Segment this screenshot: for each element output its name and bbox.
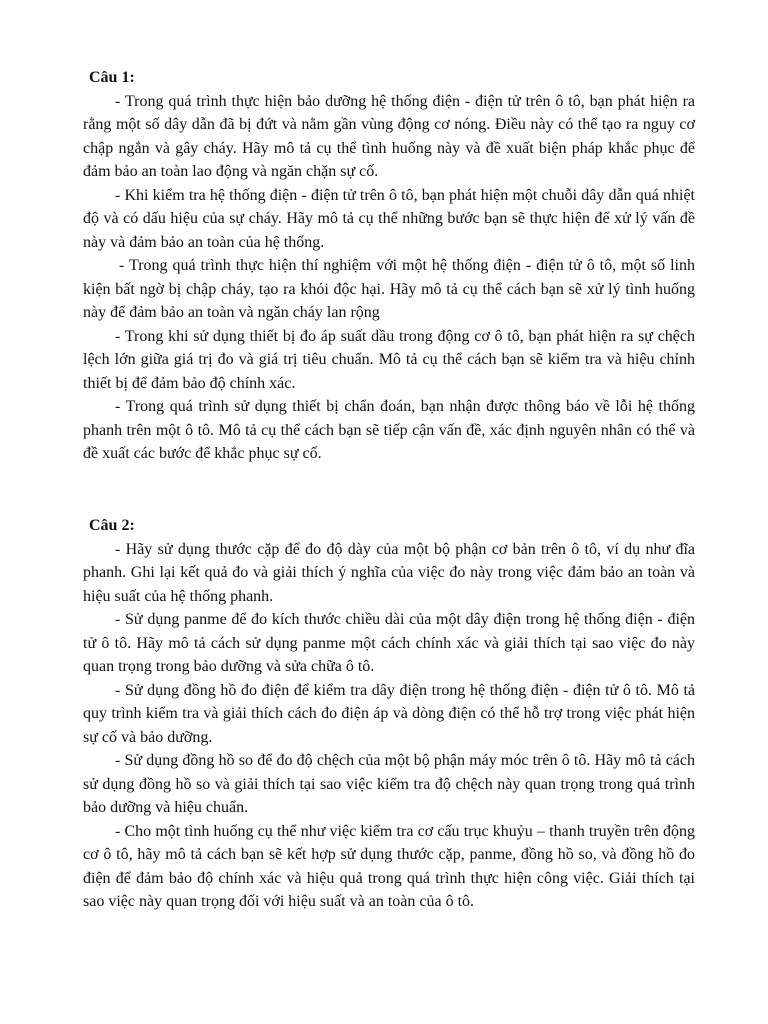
question-2-heading: Câu 2:: [89, 517, 135, 534]
question-1-item-3: - Trong quá trình thực hiện thí nghiệm với một hệ thống điện - điện tử ô tô, một số linh kiện bất ngờ bị chập cháy, tạo ra khói độc hại. Hãy mô tả cụ thể cách bạn sẽ xử lý tình huống này để đảm bảo an toàn và ngăn cháy lan rộng: [83, 257, 695, 321]
question-1-item-5: - Trong quá trình sử dụng thiết bị chẩn đoán, bạn nhận được thông báo về lỗi hệ thống phanh trên một ô tô. Mô tả cụ thể cách bạn sẽ tiếp cận vấn đề, xác định nguyên nhân có thể và đề xuất các bước để khắc phục sự cố.: [83, 398, 695, 462]
question-1-item-2: - Khi kiểm tra hệ thống điện - điện tử trên ô tô, bạn phát hiện một chuỗi dây dẫn quá nhiệt độ và có dấu hiệu của sự cháy. Hãy mô tả cụ thể những bước bạn sẽ thực hiện để xử lý vấn đề này và đảm bảo an toàn của hệ thống.: [83, 186, 695, 251]
question-1-heading: Câu 1:: [89, 69, 135, 86]
question-2-item-2: - Sử dụng panme để đo kích thước chiều dài của một dây điện trong hệ thống điện - điện tử ô tô. Hãy mô tả cách sử dụng panme một cách chính xác và giải thích tại sao việc đo này quan trọng trong bảo dưỡng và sửa chữa ô tô.: [83, 611, 695, 675]
question-1-section: [83, 66, 695, 466]
question-2-item-4: - Sử dụng đồng hồ so để đo độ chệch của một bộ phận máy móc trên ô tô. Hãy mô tả cách sử dụng đồng hồ so và giải thích tại sao việc kiểm tra độ chệch này quan trọng trong quá trình bảo dưỡng và hiệu chuẩn.: [83, 752, 695, 816]
question-2-item-3: - Sử dụng đồng hồ đo điện để kiểm tra dây điện trong hệ thống điện - điện tử ô tô. Mô tả quy trình kiểm tra và giải thích cách đo điện áp và dòng điện có thể hỗ trợ trong việc phát hiện sự cố và bảo dưỡng.: [83, 681, 695, 746]
question-1-item-1: - Trong quá trình thực hiện bảo dưỡng hệ thống điện - điện tử trên ô tô, bạn phát hiện ra rằng một số dây dẫn đã bị đứt và nằm gần vùng động cơ nóng. Điều này có thể tạo ra nguy cơ chập ngắn và gây cháy. Hãy mô tả cụ thể tình huống này và đề xuất biện pháp khắc phục để đảm bảo an toàn lao động và ngăn chặn sự cố.: [83, 92, 695, 180]
question-2-section: [83, 514, 695, 914]
question-1-item-4: - Trong khi sử dụng thiết bị đo áp suất dầu trong động cơ ô tô, bạn phát hiện ra sự chệch lệch lớn giữa giá trị đo và giá trị tiêu chuẩn. Mô tả cụ thể cách bạn sẽ kiểm tra và hiệu chỉnh thiết bị để đảm bảo độ chính xác.: [83, 327, 695, 392]
question-2-item-5: - Cho một tình huống cụ thể như việc kiểm tra cơ cấu trục khuỷu – thanh truyền trên động cơ ô tô, hãy mô tả cách bạn sẽ kết hợp sử dụng thước cặp, panme, đồng hồ so, và đồng hồ đo điện để đảm bảo độ chính xác và hiệu quả trong quá trình thực hiện công việc. Giải thích tại sao việc này quan trọng đối với hiệu suất và an toàn của ô tô.: [83, 822, 695, 910]
question-2-item-1: - Hãy sử dụng thước cặp để đo độ dày của một bộ phận cơ bản trên ô tô, ví dụ như đĩa phanh. Ghi lại kết quả đo và giải thích ý nghĩa của việc đo này trong việc đảm bảo an toàn và hiệu suất của hệ thống phanh.: [83, 540, 695, 605]
